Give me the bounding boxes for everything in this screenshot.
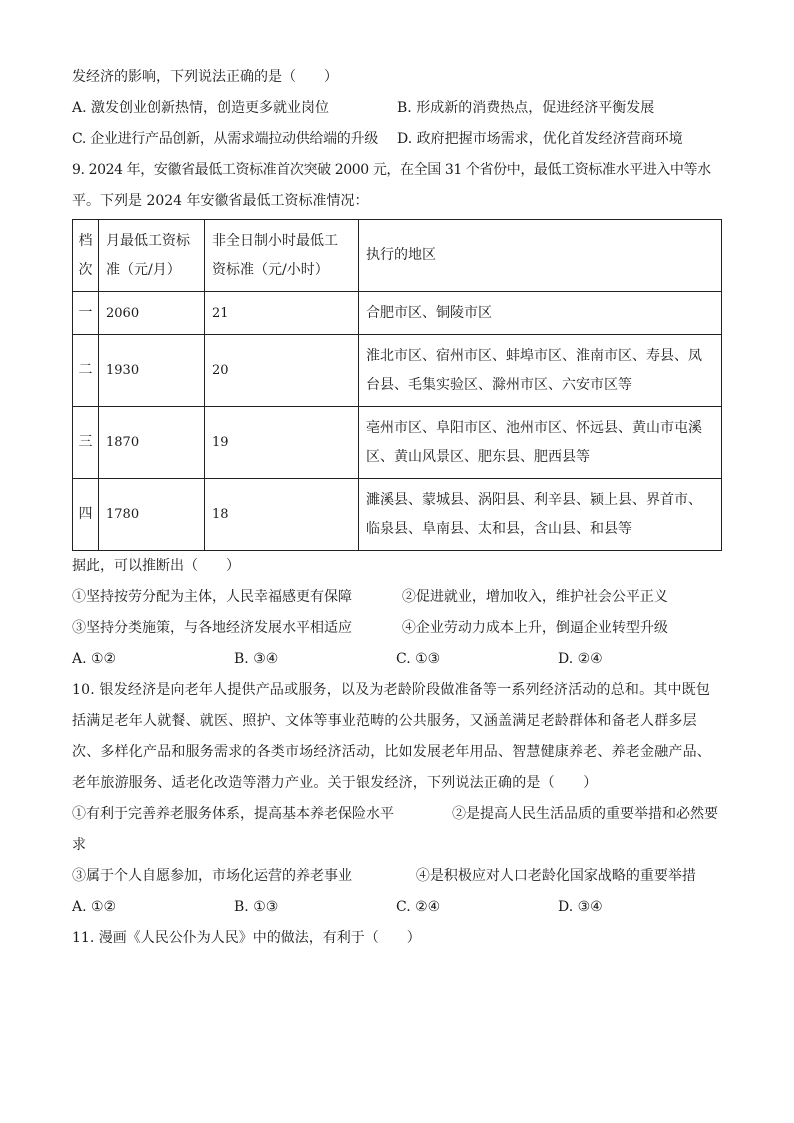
row-monthly: 2060 bbox=[99, 292, 205, 335]
row-hourly: 21 bbox=[205, 292, 359, 335]
row-hourly: 20 bbox=[205, 335, 359, 407]
row-regions: 淮北市区、宿州市区、蚌埠市区、淮南市区、寿县、凤台县、毛集实验区、滁州市区、六安市区等 bbox=[359, 335, 722, 407]
q8-option-c: C. 企业进行产品创新，从需求端拉动供给端的升级 bbox=[72, 131, 378, 147]
q9-statement-2: ②促进就业，增加收入，维护社会公平正义 bbox=[401, 589, 668, 605]
row-regions: 濉溪县、蒙城县、涡阳县、利辛县、颍上县、界首市、临泉县、阜南县、太和县，含山县、和县等 bbox=[359, 479, 722, 551]
table-row bbox=[73, 335, 722, 407]
row-regions: 亳州市区、阜阳市区、池州市区、怀远县、黄山市屯溪区、黄山风景区、肥东县、肥西县等 bbox=[359, 407, 722, 479]
table-row bbox=[73, 479, 722, 551]
row-regions: 合肥市区、铜陵市区 bbox=[359, 292, 722, 335]
q9-statements-row-1 bbox=[72, 582, 722, 613]
row-grade: 四 bbox=[73, 479, 99, 551]
row-monthly: 1780 bbox=[99, 479, 205, 551]
q9-choice-a: A. ①② bbox=[72, 651, 117, 667]
q9-statement-3: ③坚持分类施策，与各地经济发展水平相适应 bbox=[72, 620, 352, 636]
q8-option-b: B. 形成新的消费热点，促进经济平衡发展 bbox=[397, 100, 655, 116]
min-wage-table bbox=[72, 219, 722, 551]
q9-statement-4: ④企业劳动力成本上升，倒逼企业转型升级 bbox=[401, 620, 668, 636]
q9-statement-1: ①坚持按劳分配为主体，人民幸福感更有保障 bbox=[72, 589, 352, 605]
q10-choices bbox=[72, 892, 722, 923]
q9-choice-b: B. ③④ bbox=[234, 651, 279, 667]
table-row bbox=[73, 292, 722, 335]
q10-choice-c: C. ②④ bbox=[396, 899, 441, 915]
row-monthly: 1870 bbox=[99, 407, 205, 479]
row-grade: 三 bbox=[73, 407, 99, 479]
q10-choice-a: A. ①② bbox=[72, 899, 117, 915]
q10-choice-d: D. ③④ bbox=[558, 899, 603, 915]
q9-statements-row-2 bbox=[72, 613, 722, 644]
q9-choice-d: D. ②④ bbox=[558, 651, 603, 667]
q9-choice-c: C. ①③ bbox=[396, 651, 441, 667]
q10-statement-2: ②是提高人民生活品质的重要举措和必然要求 bbox=[72, 806, 718, 853]
q8-options-row-2 bbox=[72, 124, 722, 155]
q10-statement-4: ④是积极应对人口老龄化国家战略的重要举措 bbox=[415, 868, 696, 884]
header-hourly: 非全日制小时最低工资标准（元/小时） bbox=[205, 220, 359, 292]
row-grade: 一 bbox=[73, 292, 99, 335]
table-row bbox=[73, 407, 722, 479]
q10-statements-row-2 bbox=[72, 861, 722, 892]
exam-page bbox=[72, 62, 722, 954]
q9-stem-line-1: 9. 2024 年，安徽省最低工资标准首次突破 2000 元，在全国 31 个省份中，最低工资标准水平进入中等水 bbox=[72, 162, 711, 178]
header-regions: 执行的地区 bbox=[359, 220, 722, 292]
row-monthly: 1930 bbox=[99, 335, 205, 407]
row-hourly: 18 bbox=[205, 479, 359, 551]
q11-stem: 11. 漫画《人民公仆为人民》中的做法，有利于（ ） bbox=[72, 930, 421, 946]
q9-ask: 据此，可以推断出（ ） bbox=[72, 558, 240, 574]
q9-stem-line-2: 平。下列是 2024 年安徽省最低工资标准情况： bbox=[72, 193, 369, 209]
table-header-row bbox=[73, 220, 722, 292]
q10-statement-3: ③属于个人自愿参加，市场化运营的养老事业 bbox=[72, 868, 352, 884]
row-grade: 二 bbox=[73, 335, 99, 407]
header-grade: 档次 bbox=[73, 220, 99, 292]
q10-statements-row-1 bbox=[72, 799, 722, 861]
q10-statement-1: ①有利于完善养老服务体系，提高基本养老保险水平 bbox=[72, 806, 394, 822]
q9-choices bbox=[72, 644, 722, 675]
q10-stem: 10. 银发经济是向老年人提供产品或服务，以及为老龄阶段做准备等一系列经济活动的总和。其中既包括满足老年人就餐、就医、照护、文体等事业范畴的公共服务，又涵盖满足老龄群体和备老人群多层次、多样化产品和服务需求的各类市场经济活动，比如发展老年用品、智慧健康养老、养老金融产品、老年旅游服务、适老化改造等潜力产业。关于银发经济，下列说法正确的是（ ） bbox=[72, 682, 711, 791]
q8-options-row-1 bbox=[72, 93, 722, 124]
q8-option-d: D. 政府把握市场需求，优化首发经济营商环境 bbox=[397, 131, 683, 147]
q10-choice-b: B. ①③ bbox=[234, 899, 279, 915]
q8-stem-tail: 发经济的影响，下列说法正确的是（ ） bbox=[72, 69, 338, 85]
header-monthly: 月最低工资标准（元/月） bbox=[99, 220, 205, 292]
q8-option-a: A. 激发创业创新热情，创造更多就业岗位 bbox=[72, 100, 330, 116]
row-hourly: 19 bbox=[205, 407, 359, 479]
